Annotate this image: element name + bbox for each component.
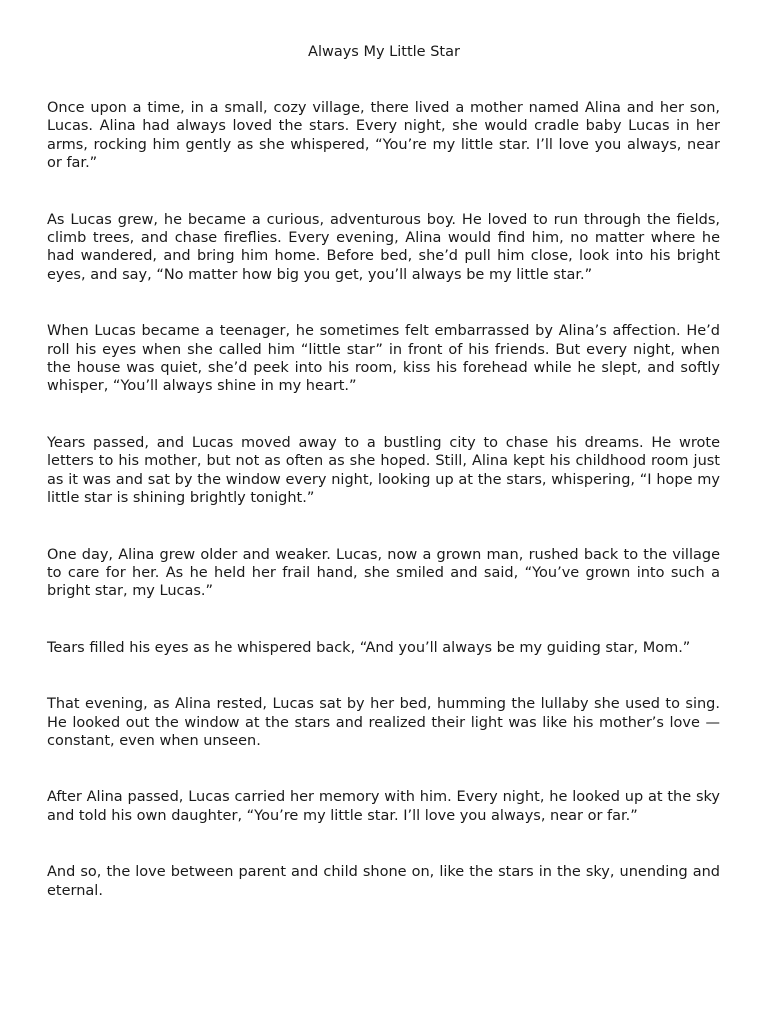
paragraph-7: That evening, as Alina rested, Lucas sat by her bed, humming the lullaby she used to sing. He looked out the window at the stars and realized their light was like his mother’s love — constant, even when unseen. xyxy=(47,696,720,749)
paragraph-8: After Alina passed, Lucas carried her memory with him. Every night, he looked up at the sky and told his own daughter, “You’re my little star. I’ll love you always, near or far.” xyxy=(47,789,720,824)
document-title: Always My Little Star xyxy=(308,44,460,60)
paragraph-2: As Lucas grew, he became a curious, adventurous boy. He loved to run through the fields, climb trees, and chase fireflies. Every evening, Alina would find him, no matter where he had wandered, and bring him home. Before bed, she’d pull him close, look into his bright eyes, and say, “No matter how big you get, you’ll always be my little star.” xyxy=(47,211,720,283)
paragraph-1: Once upon a time, in a small, cozy village, there lived a mother named Alina and her son, Lucas. Alina had always loved the stars. Every night, she would cradle baby Lucas in her arms, rocking him gently as she whispered, “You’re my little star. I’ll love you always, near or far.” xyxy=(47,100,720,172)
paragraph-9: And so, the love between parent and child shone on, like the stars in the sky, unending and eternal. xyxy=(47,864,720,899)
story-body xyxy=(47,99,720,938)
paragraph-6: Tears filled his eyes as he whispered back, “And you’ll always be my guiding star, Mom.” xyxy=(47,639,691,656)
paragraph-4: Years passed, and Lucas moved away to a bustling city to chase his dreams. He wrote letters to his mother, but not as often as she hoped. Still, Alina kept his childhood room just as it was and sat by the window every night, looking up at the stars, whispering, “I hope my little star is shining brightly tonight.” xyxy=(47,434,720,507)
paragraph-5: One day, Alina grew older and weaker. Lucas, now a grown man, rushed back to the village to care for her. As he held her frail hand, she smiled and said, “You’ve grown into such a bright star, my Lucas.” xyxy=(47,546,720,600)
paragraph-3: When Lucas became a teenager, he sometimes felt embarrassed by Alina’s affection. He’d roll his eyes when she called him “little star” in front of his friends. But every night, when the house was quiet, she’d peek into his room, kiss his forehead while he slept, and softly whisper, “You’ll always shine in my heart.” xyxy=(47,323,720,395)
